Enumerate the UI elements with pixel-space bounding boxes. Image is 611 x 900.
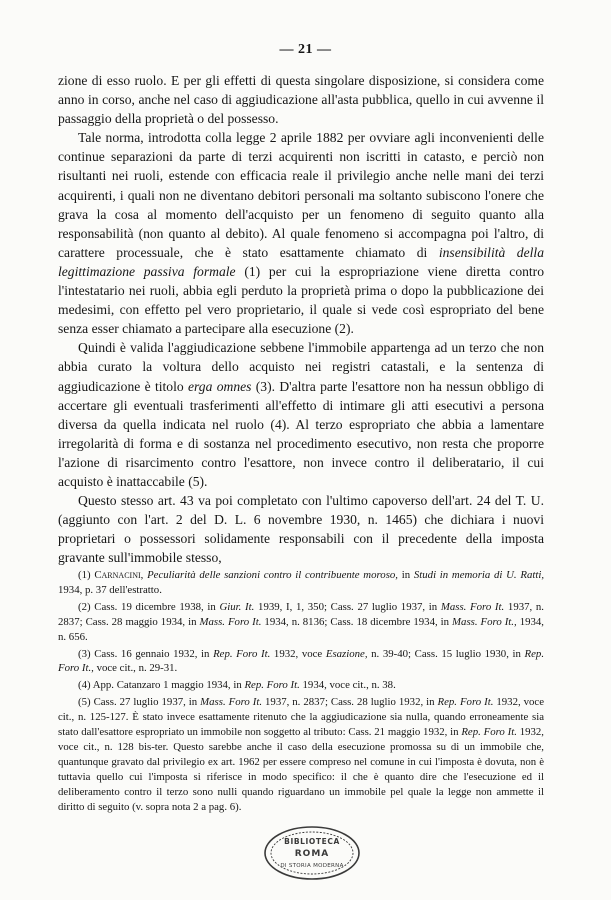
footnote-5-journal-1: Mass. Foro It. [200,696,263,709]
paragraph-1: zione di esso ruolo. E per gli effetti di questa singolare disposizione, si considera come anno in corso, anche nel caso di aggiudicazione all'asta pubblica, quello in cui avvenne il passaggio della proprietà o del possesso. [58,73,544,127]
footnote-3-journal-1: Rep. Foro It. [213,647,271,660]
footnote-2-text-d: 1934, n. 8136; Cass. 18 dicembre 1934, in [264,615,450,628]
footnote-3-journal-2: Rep. Foro It., [58,647,545,675]
footnote-2-number: (2) [78,600,91,613]
paragraph-2 [58,128,544,338]
paragraph-2-text-b: (1) per cui la espropriazione viene diretta contro l'intestatario nei ruoli, abbia egli perduto la proprietà prima o dopo la pubblicazione dei medesimi, con effetto pel vero proprietario, il quale si vede così espropriato del bene senza esser chiamato a partecipare alla esecuzione (2). [58,263,545,337]
footnote-1-title: Peculiarità delle sanzioni contro il contribuente moroso, [147,569,398,581]
footnote-2-text-b: 1939, I, 1, 350; Cass. 27 luglio 1937, in [258,600,438,613]
footnote-5-journal-3: Rep. Foro It. [461,726,517,739]
library-stamp-seal [262,824,362,882]
footnote-2-text-e: 1934, n. 656. [58,615,544,643]
footnotes [58,568,544,817]
footnote-1-rest: 1934, p. 37 dell'estratto. [58,583,162,596]
paragraph-3-text-b: (3). D'altra parte l'esattore non ha nessun obbligo di accertare gli eventuali trasferimenti all'effetto di intimare gli atti esecutivi a persona diversa da quella indicata nel ruolo (4). Al terzo espropriato che abbia a lamentare irregolarità di forma e di sostanza nel procedimento esecutivo, non resta che proporre l'azione di risarcimento contro l'esattore, non invece contro il deliberatario, il cui acquisto è inattaccabile (5). [58,378,544,489]
footnote-5-number: (5) [78,696,91,709]
footnote-2-journal-1: Giur. It. [219,600,255,613]
footnote-2-text-c: 1937, n. 2837; Cass. 28 maggio 1934, in [58,600,544,628]
footnote-1 [58,568,544,598]
library-stamp [262,824,362,882]
footnote-5-text-a: Cass. 27 luglio 1937, in [93,696,198,709]
footnote-1-series: Studi in memoria di U. Ratti, [413,569,545,581]
stamp-line-2: ROMA [294,849,330,859]
footnote-3-text-b: 1932, voce [273,647,323,660]
footnote-3-number: (3) [78,647,91,660]
stamp-line-3: DI STORIA MODERNA [280,863,344,869]
footnote-5-text-c: 1932, voce cit., n. 125-127. È stato invece esattamente ritenuto che la aggiudicazione sia nulla, quando erroneamente sia stato dall'esattore espropriato un immobile non soggetto al tributo: Cass. 21 maggio 1932, in [58,696,545,739]
footnote-5-text-d: 1932, voce cit., n. 128 bis-ter. Questo sarebbe anche il caso della esecuzione promossa su di un immobile che, quantunque gravato dal privilegio ex art. 1962 per essere compreso nel comune in cui l'imposta è dovuta, non è tuttavia quello cui l'imposta si riferisce in modo specifico: il che è quanto dire che l'esecuzione ed il deliberamento contro il terzo sono nulli quando riguardano un immobile pel quale la legge non ammette il diritto di seguito (v. sopra nota 2 a pag. 6). [58,726,544,813]
footnote-2 [58,600,544,645]
footnote-3 [58,647,544,677]
footnote-1-author: Carnacini, [94,569,144,581]
main-text [58,71,544,567]
footnote-3-text-a: Cass. 16 gennaio 1932, in [94,647,210,660]
stamp-line-1: BIBLIOTECA [284,837,340,846]
paragraph-3 [58,338,544,491]
paragraph-4: Questo stesso art. 43 va poi completato con l'ultimo capoverso dell'art. 24 del T. U. (aggiunto con l'art. 2 del D. L. 6 novembre 1930, n. 1465) che dichiara i nuovi proprietari o possessori solidamente responsabili con il precedente della imposta gravante sull'immobile stesso, [58,493,544,566]
footnote-5-journal-2: Rep. Foro It. [437,696,494,709]
footnote-4-journal-1: Rep. Foro It. [244,679,300,692]
footnote-4-number: (4) [78,679,91,692]
footnote-4-text-a: App. Catanzaro 1 maggio 1934, in [92,679,242,692]
footnote-2-journal-4: Mass. Foro It., [452,615,517,628]
footnote-3-text-c: n. 39-40; Cass. 15 luglio 1930, in [371,647,521,660]
footnote-2-journal-2: Mass. Foro It. [440,600,505,613]
footnote-2-text-a: Cass. 19 dicembre 1938, in [94,600,216,613]
paragraph-2-text-a: Tale norma, introdotta colla legge 2 aprile 1882 per ovviare agli inconvenienti delle continue separazioni da parte di terzi acquirenti non iscritti in catasto, e perciò non risultanti nei ruoli, estende con efficacia reale il privilegio anche nelle mani dei terzi acquirenti, i quali non ne diventano debitori personali ma soltanto subiscono l'onere che grava la cosa al momento dell'acquisto per un fenomeno di seguito quanto alla responsabilità (non quanto al debito). Al quale fenomeno si accompagna poi l'altro, di carattere processuale, che è stato esattamente chiamato di [58,130,544,260]
footnote-3-text-d: voce cit., n. 29-31. [96,662,178,675]
paragraph-3-emphasis: erga omnes [187,378,252,394]
footnote-2-journal-3: Mass. Foro It. [199,615,262,628]
footnote-1-number: (1) [78,569,91,581]
footnote-5 [58,695,544,814]
footnote-3-voce: Esazione, [325,647,368,660]
footnote-1-in: in [401,569,411,581]
page-number: — 21 — [279,42,332,57]
footnote-4-text-b: 1934, voce cit., n. 38. [302,679,396,692]
footnote-5-text-b: 1937, n. 2837; Cass. 28 luglio 1932, in [265,696,435,709]
paragraph-2-emphasis: insensibilità della legittimazione passiva formale [58,244,544,279]
paragraph-3-text-a: Quindi è valida l'aggiudicazione sebbene l'immobile appartenga ad un terzo che non abbia curato la voltura dello acquisto nei registri catastali, e la sentenza di aggiudicazione è titolo [58,340,544,394]
footnote-4 [58,678,544,693]
